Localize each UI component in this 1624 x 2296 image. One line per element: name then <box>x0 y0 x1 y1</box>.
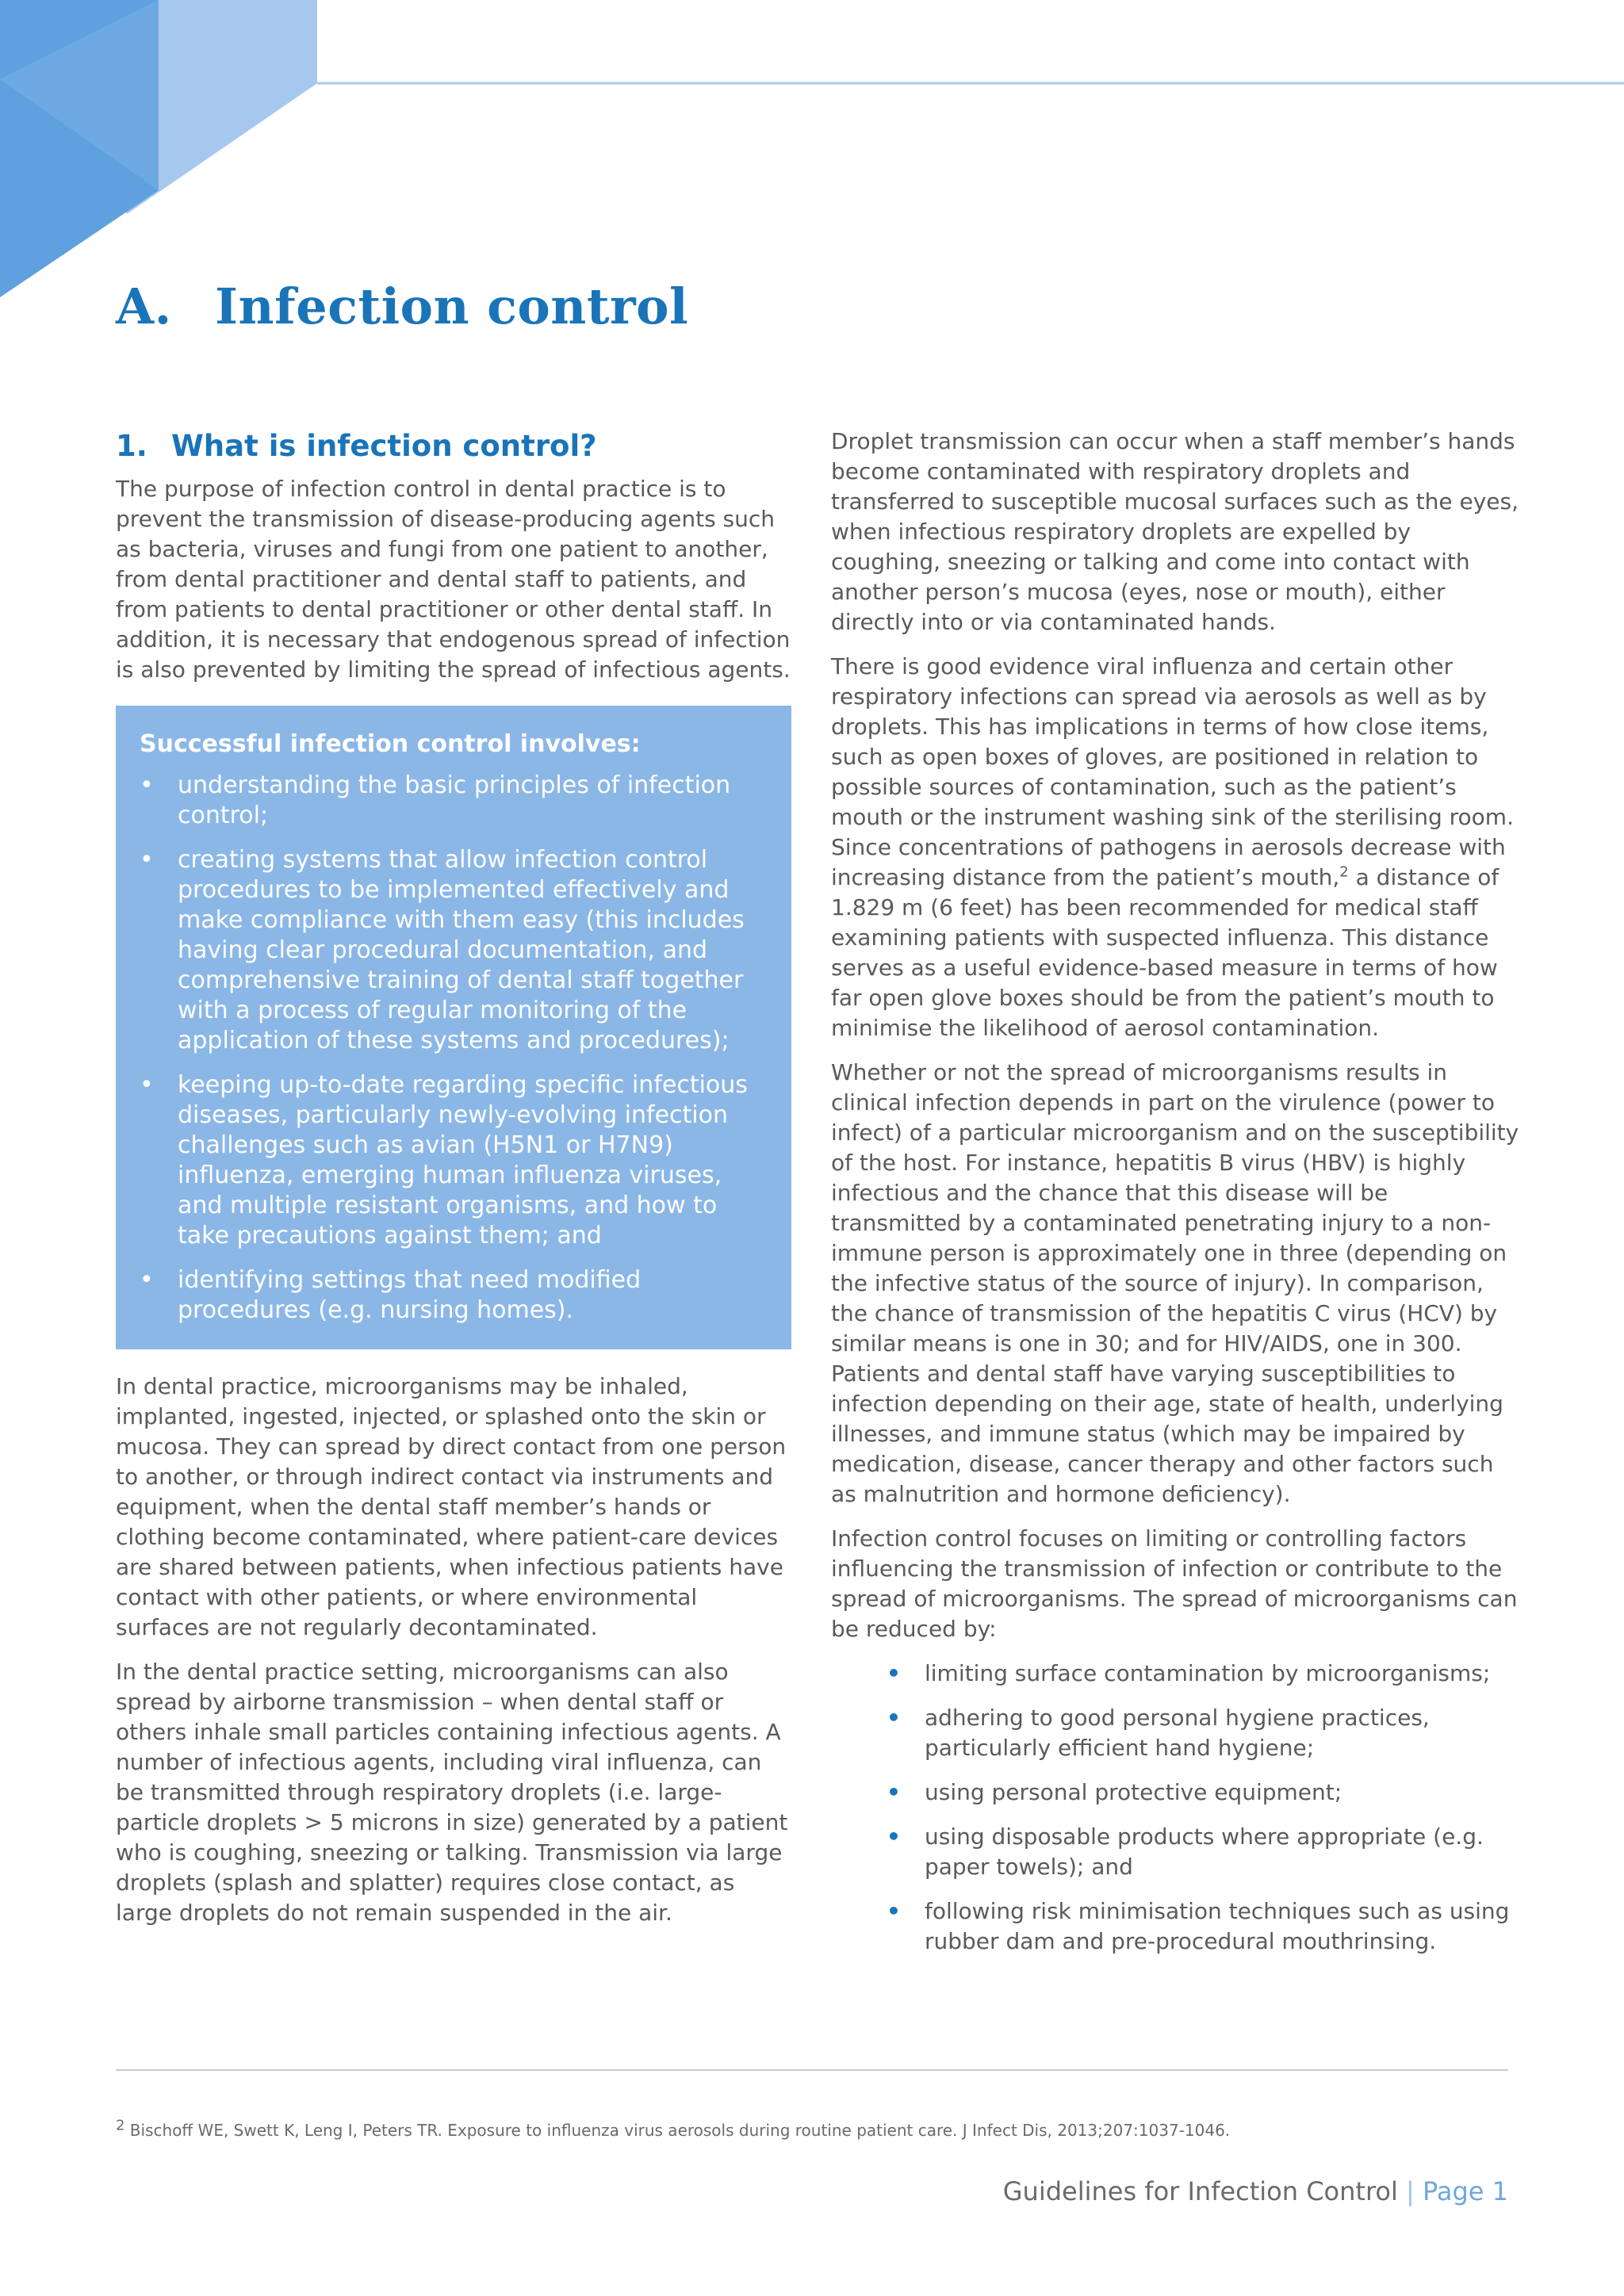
reduction-list <box>887 1659 1519 1957</box>
section-heading <box>116 427 791 466</box>
body-paragraph: Infection control focuses on limiting or controlling factors influencing the transmission of infection or contribute to the spread of microorganisms. The spread of microorganisms can be reduced by: <box>831 1525 1518 1642</box>
bullet-icon: • <box>887 1660 901 1686</box>
list-item-text: identifying settings that need modified procedures (e.g. nursing homes). <box>178 1266 642 1324</box>
intro-paragraph: The purpose of infection control in dental practice is to prevent the transmission of disease-producing agents such as bacteria, viruses and fungi from one patient to another, from dental practitioner and dental staff to patients, and from patients to dental practitioner or other dental staff. In addition, it is necessary that endogenous spread of infection is also prevented by limiting the spread of infectious agents. <box>116 476 791 683</box>
paragraph-text: There is good evidence viral influenza and certain other respiratory infections can spread via aerosols as well as by droplets. This has implications in terms of how close items, such as open boxes of gloves, are positioned in relation to possible sources of contamination, such as the patient’s mouth or the instrument washing sink of the sterilising room. Since concentrations of pathogens in aerosols decrease with increasing distance from the patient’s mouth, <box>831 653 1514 890</box>
callout-list <box>140 771 769 1326</box>
list-item <box>140 1265 769 1326</box>
bullet-icon: • <box>140 771 154 799</box>
list-item-text: keeping up-to-date regarding specific infectious diseases, particularly newly-evolving infection challenges such as avian (H5N1 or H7N9) influenza, emerging human influenza viruses, and multiple resistant organisms, and how to take precautions against them; and <box>178 1071 748 1249</box>
list-item-text: using disposable products where appropriate (e.g. paper towels); and <box>925 1823 1484 1880</box>
list-item-text: following risk minimisation techniques such as using rubber dam and pre-procedural mouthrinsing. <box>925 1898 1510 1954</box>
list-item <box>887 1703 1519 1763</box>
right-column <box>831 427 1519 1971</box>
body-paragraph: Droplet transmission can occur when a staff member’s hands become contaminated with respiratory droplets and transferred to susceptible mucosal surfaces such as the eyes, when infectious respiratory droplets are expelled by coughing, sneezing or talking and come into contact with another person’s mucosa (eyes, nose or mouth), either directly into or via contaminated hands. <box>831 428 1519 635</box>
footnote-text: Bischoff WE, Swett K, Leng I, Peters TR. Exposure to influenza virus aerosols during routine patient care. J Infect Dis, 2013;207:1037-1046. <box>124 2121 1231 2140</box>
list-item <box>887 1777 1519 1808</box>
list-item <box>887 1659 1519 1689</box>
left-column <box>116 427 791 1942</box>
list-item-text: using personal protective equipment; <box>925 1779 1342 1805</box>
bullet-icon: • <box>887 1823 901 1850</box>
footnote-divider <box>116 2069 1508 2071</box>
page-footer <box>1003 2176 1508 2206</box>
body-paragraph: In dental practice, microorganisms may be inhaled, implanted, ingested, injected, or splashed onto the skin or mucosa. They can spread by direct contact from one person to another, or through indirect contact via instruments and equipment, when the dental staff member’s hands or clothing become contaminated, where patient-care devices are shared between patients, when infectious patients have contact with other patients, or where environmental surfaces are not regularly decontaminated. <box>116 1373 787 1640</box>
list-item <box>887 1896 1519 1957</box>
chapter-title <box>116 277 688 335</box>
footer-title: Guidelines for Infection Control <box>1002 2176 1398 2206</box>
list-item <box>140 771 769 831</box>
callout-heading: Successful infection control involves: <box>140 730 641 758</box>
bullet-icon: • <box>887 1898 901 1924</box>
section-heading-text: What is infection control? <box>171 429 597 463</box>
body-paragraph: Whether or not the spread of microorganisms results in clinical infection depends in part on the virulence (power to infect) of a particular microorganism and on the susceptibility of the host. For instance, hepatitis B virus (HBV) is highly infectious and the chance that this disease will be transmitted by a contaminated penetrating injury to a non-immune person is approximately one in three (depending on the infective status of the source of injury). In comparison, the chance of transmission of the hepatitis C virus (HCV) by similar means is one in 30; and for HIV/AIDS, one in 300. Patients and dental staff have varying susceptibilities to infection depending on their age, state of health, underlying illnesses, and immune status (which may be impaired by medication, disease, cancer therapy and other factors such as malnutrition and hormone deficiency). <box>831 1059 1519 1507</box>
callout-box <box>116 706 791 1349</box>
body-paragraph: In the dental practice setting, microorganisms can also spread by airborne transmission – when dental staff or others inhale small particles containing infectious agents. A number of infectious agents, including viral influenza, can be transmitted through respiratory droplets (i.e. large-particle droplets > 5 microns in size) generated by a patient who is coughing, sneezing or talking. Transmission via large droplets (splash and splatter) requires close contact, as large droplets do not remain suspended in the air. <box>116 1659 788 1926</box>
paragraph-text: a distance of 1.829 m (6 feet) has been recommended for medical staff examining patients with suspected influenza. This distance serves as a useful evidence-based measure in terms of how far open glove boxes should be from the patient’s mouth to minimise the likelihood of aerosol contamination. <box>831 864 1500 1041</box>
list-item <box>140 1070 769 1251</box>
list-item <box>140 845 769 1056</box>
body-paragraph <box>831 652 1519 1043</box>
footnote-number: 2 <box>116 2117 125 2134</box>
bullet-icon: • <box>140 846 154 874</box>
footnote <box>116 2117 1231 2140</box>
footnote-reference: 2 <box>1339 863 1349 881</box>
list-item <box>887 1822 1519 1882</box>
list-item-text: adhering to good personal hygiene practices, particularly efficient hand hygiene; <box>925 1705 1430 1761</box>
corner-decoration <box>0 0 1624 301</box>
list-item-text: limiting surface contamination by microorganisms; <box>925 1660 1491 1686</box>
footer-separator: | <box>1406 2176 1415 2206</box>
bullet-icon: • <box>887 1705 901 1731</box>
list-item-text: understanding the basic principles of infection control; <box>178 771 731 829</box>
bullet-icon: • <box>887 1779 901 1805</box>
bullet-icon: • <box>140 1266 154 1294</box>
chapter-number: A. <box>116 277 172 335</box>
bullet-icon: • <box>140 1071 154 1099</box>
section-number: 1. <box>116 429 147 463</box>
list-item-text: creating systems that allow infection control procedures to be implemented effectively and make compliance with them easy (this includes having clear procedural documentation, and comprehensive training of dental staff together with a process of regular monitoring of the application of these systems and procedures); <box>178 846 745 1054</box>
chapter-title-text: Infection control <box>215 277 689 335</box>
page-number: Page 1 <box>1423 2176 1508 2206</box>
